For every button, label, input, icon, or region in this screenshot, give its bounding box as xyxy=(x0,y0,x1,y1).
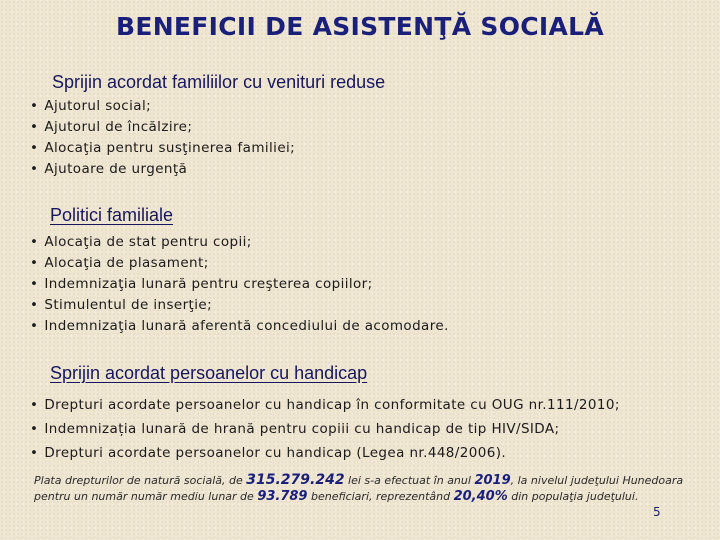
list-item: • Ajutorul de încălzire; xyxy=(30,117,295,138)
list-item: • Indemnizaţia lunară aferentă concediului de acomodare. xyxy=(30,316,449,337)
section-heading-disability: Sprijin acordat persoanelor cu handicap xyxy=(50,363,368,383)
family-policies-list xyxy=(30,232,449,337)
beneficiaries-count: 93.789 xyxy=(257,489,308,504)
note-text: lei s-a efectuat în anul xyxy=(344,474,475,487)
list-item: • Ajutorul social; xyxy=(30,96,295,117)
year-value: 2019 xyxy=(474,473,511,488)
list-item: • Indemnizaţia lunară pentru creşterea copiilor; xyxy=(30,274,449,295)
page-title: BENEFICII DE ASISTENŢĂ SOCIALĂ xyxy=(115,12,605,41)
note-text: Plata drepturilor de natură socială, de xyxy=(34,474,247,487)
list-item: • Stimulentul de inserţie; xyxy=(30,295,449,316)
list-item: • Indemnizația lunară de hrană pentru copiii cu handicap de tip HIV/SIDA; xyxy=(30,417,620,441)
list-item: • Drepturi acordate persoanelor cu handicap în conformitate cu OUG nr.111/2010; xyxy=(30,393,620,417)
list-item: • Alocaţia de stat pentru copii; xyxy=(30,232,449,253)
section-heading-family-policies: Politici familiale xyxy=(50,205,174,225)
population-percent: 20,40% xyxy=(453,489,508,504)
list-item: • Drepturi acordate persoanelor cu handicap (Legea nr.448/2006). xyxy=(30,441,620,465)
page-number: 5 xyxy=(653,505,661,519)
disability-benefits-list xyxy=(30,393,620,465)
note-text: beneficiari, reprezentând xyxy=(307,490,454,503)
section-heading-low-income: Sprijin acordat familiilor cu venituri reduse xyxy=(52,72,386,92)
list-item: • Alocaţia de plasament; xyxy=(30,253,449,274)
low-income-benefits-list xyxy=(30,96,295,180)
total-amount: 315.279.242 xyxy=(246,472,345,488)
list-item: • Alocaţia pentru susţinerea familiei; xyxy=(30,138,295,159)
list-item: • Ajutoare de urgenţă xyxy=(30,159,295,180)
payment-summary-note xyxy=(34,472,684,505)
note-text: din populaţia judeţului. xyxy=(507,490,639,503)
note-text: , la nivelul judeţului Hunedoara pentru un număr număr mediu lunar de xyxy=(34,474,684,503)
